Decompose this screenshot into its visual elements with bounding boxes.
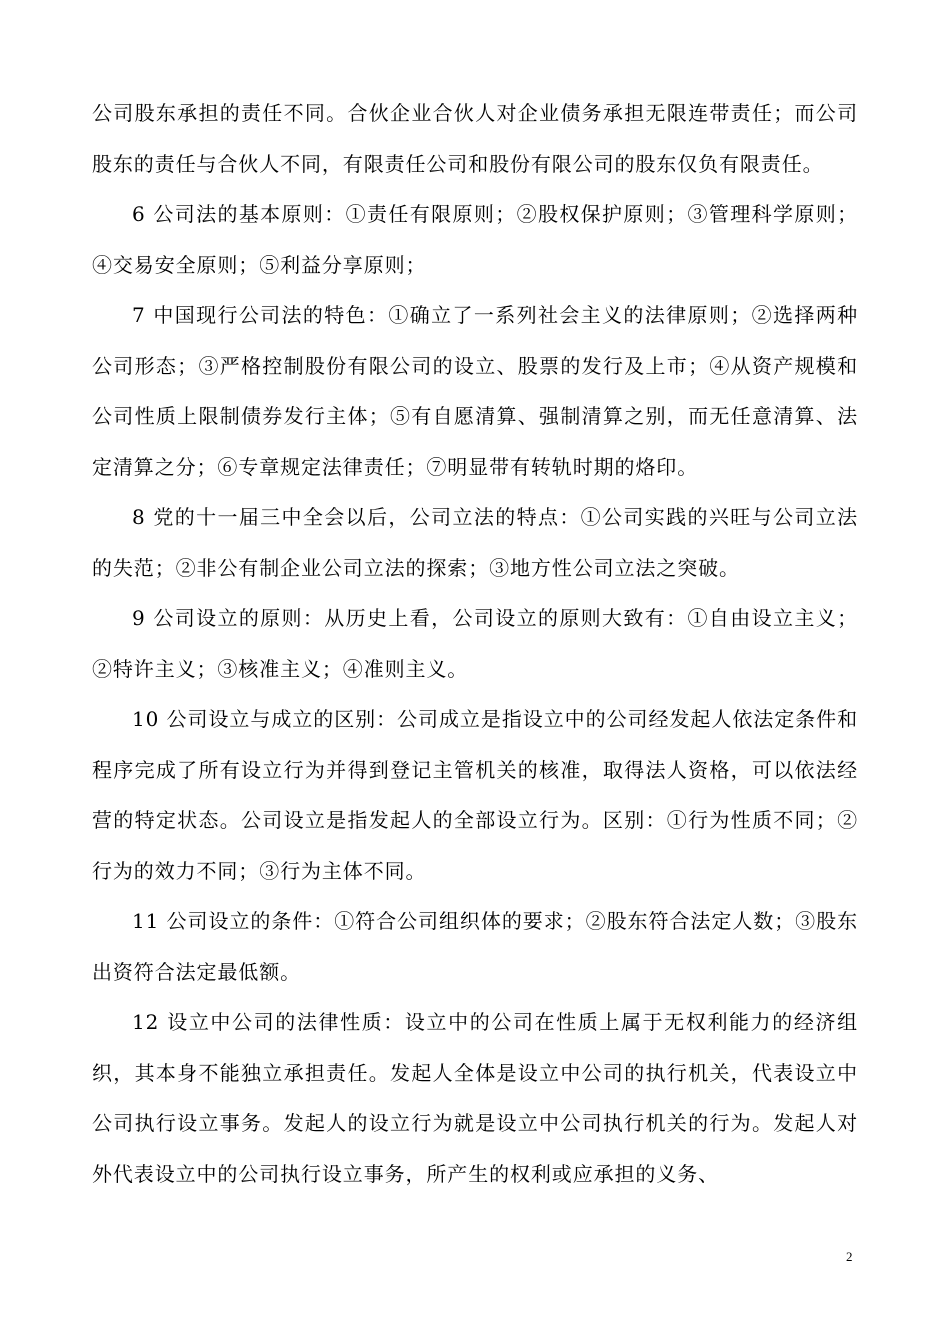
paragraph-item-9: 9 公司设立的原则：从历史上看，公司设立的原则大致有：①自由设立主义；②特许主义；③核准主义；④准则主义。 [92,606,858,681]
paragraph-continuation: 公司股东承担的责任不同。合伙企业合伙人对企业债务承担无限连带责任；而公司股东的责任与合伙人不同，有限责任公司和股份有限公司的股东仅负有限责任。 [92,101,858,176]
page-number: 2 [846,1249,853,1264]
paragraph-item-8: 8 党的十一届三中全会以后，公司立法的特点：①公司实践的兴旺与公司立法的失范；②非公有制企业公司立法的探索；③地方性公司立法之突破。 [92,505,858,580]
paragraph-item-11: 11 公司设立的条件：①符合公司组织体的要求；②股东符合法定人数；③股东出资符合法定最低额。 [92,909,858,984]
page-body [92,88,858,1199]
paragraph-item-7: 7 中国现行公司法的特色：①确立了一系列社会主义的法律原则；②选择两种公司形态；③严格控制股份有限公司的设立、股票的发行及上市；④从资产规模和公司性质上限制债券发行主体；⑤有自愿清算、强制清算之别，而无任意清算、法定清算之分；⑥专章规定法律责任；⑦明显带有转轨时期的烙印。 [92,303,858,479]
paragraph-item-6: 6 公司法的基本原则：①责任有限原则；②股权保护原则；③管理科学原则；④交易安全原则；⑤利益分享原则； [92,202,858,277]
paragraph-item-12: 12 设立中公司的法律性质：设立中的公司在性质上属于无权利能力的经济组织，其本身不能独立承担责任。发起人全体是设立中公司的执行机关，代表设立中公司执行设立事务。发起人的设立行为就是设立中公司执行机关的行为。发起人对外代表设立中的公司执行设立事务，所产生的权利或应承担的义务、 [92,1010,858,1186]
paragraph-item-10: 10 公司设立与成立的区别：公司成立是指设立中的公司经发起人依法定条件和程序完成了所有设立行为并得到登记主管机关的核准，取得法人资格，可以依法经营的特定状态。公司设立是指发起人的全部设立行为。区别：①行为性质不同；②行为的效力不同；③行为主体不同。 [92,707,858,883]
